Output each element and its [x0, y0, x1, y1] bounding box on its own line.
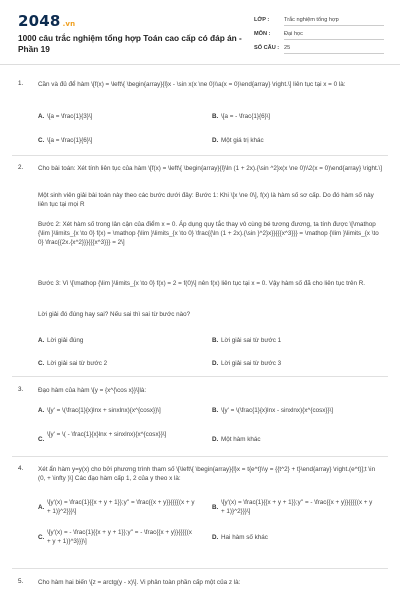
meta-subject-key: MÔN :	[254, 31, 271, 37]
question-text: Xét ẩn hàm y=y(x) cho bởi phương trình tham số \[\left\{ \begin{array}{l}x = t{e^t}\\y = {{t^2} + t}\end{array} \right.(e^t)];t \in (0, + \infty )\] Các đạo hàm cấp 1, 2 của y theo x là:	[38, 466, 376, 482]
meta-class-value: Trắc nghiệm tổng hợp	[284, 17, 384, 26]
divider	[12, 568, 388, 569]
meta-class-key: LỚP :	[254, 17, 270, 23]
document-title: 1000 câu trắc nghiệm tổng hợp Toán cao cấp có đáp án - Phần 19	[18, 33, 242, 54]
question-text: Cho hàm hai biến \[z = arctg(y - x)\]. Vi phân toàn phần cấp một của z là:	[38, 579, 241, 586]
logo-tld: .vn	[62, 20, 76, 28]
solution-intro: Một sinh viên giải bài toán này theo các bước dưới đây: Bước 1: Khi \[x \ne 0\], f(x) là hàm số sơ cấp. Do đó hàm số này liên tục tại mọi R	[38, 192, 374, 208]
question-number: 3.	[18, 386, 24, 393]
meta-count-key: SỐ CÂU :	[254, 45, 280, 51]
question-text: Đạo hàm của hàm \[y = {x^{\cos x}}\]là:	[38, 387, 147, 394]
divider	[12, 456, 388, 457]
question-number: 1.	[18, 80, 24, 87]
divider	[12, 376, 388, 377]
header	[0, 0, 400, 65]
question-prompt: Lời giải đó đúng hay sai? Nếu sai thì sai từ bước nào?	[38, 311, 191, 318]
meta-subject-value: Đại học	[284, 31, 384, 40]
page: 2048 .vn 1000 câu trắc nghiệm tổng hợp Toán cao cấp có đáp án - Phần 19 LỚP : Trắc nghiệm tổng hợp MÔN : Đại học SỐ CÂU : 25 1. Cần và đủ để hàm \[f(x) = \left\{ \begin{array}{l}x - \sin x(x \ne 0)\\a(x = 0)\end{array} \right.\] liên tục tại x = 0 là: A. \[a = \frac{1}{3}\] B. \[a = - \frac{1}{6}\] C. \[a = \frac{1}{6}\] D. Một giá trị khác 2. Cho bài toán: Xét tính liên tục của hàm \[f(x) = \left\{ \begin{array}{l}\ln (1 + 2x).{\sin ^2}x(x \ne 0)\\2(x = 0)\end{array} \right.\] Một sinh viên giải bài toán này theo các bước dưới đây: Bước 1: Khi \[x \ne 0\], f(x) là hàm số sơ cấp. Do đó hàm số này liên tục tại mọi R Bước 2: Xét hàm số trong lân cận của điểm x = 0. Áp dụng quy tắc thay vô cùng bé tương đương, ta tính được \[\mathop {\lim }\limits_{x \to 0} f(x) = \mathop {\lim }\limits_{x \to 0} \frac{{\ln (1 + 2x).{\sin }^2}x}}{{{x^3}}} = \mathop {\lim }\limits_{x \to 0} \frac{{2x.{x^2}}}{{{x^3}}} = 2\] Bước 3: Vì \[\mathop {\lim }\limits_{x \to 0} f(x) = 2 = f(0)\] nên f(x) liên tục tại x = 0. Vậy hàm số đã cho liên tục trên R. Lời giải đó đúng hay sai? Nếu sai thì sai từ bước nào? A. Lời giải đúng B. Lời giải sai từ bước 1 C. Lời giải sai từ bước 2 D. Lời giải sai từ bước 3 3. Đạo hàm của hàm \[y = {x^{\cos x}}\]là: A. \[y' = \(\frac{1}{x}lnx + sinxlnx){x^{cosx}}\] B. \[y' = \(\frac{1}{x}lnx - sinxlnx){x^{cosx}}\] C. \[y' = \( - \frac{1}{x}lnx + sinxlnx){x^{cosx}}\] D. Một hàm khác 4. Xét ẩn hàm y=y(x) cho bởi phương trình tham số \[\left\{ \begin{array}{l}x = t{e^t}\\y = {{t^2} + t}\end{array} \right.(e^t)];t \in (0, + \infty )\] Các đạo hàm cấp 1, 2 của y theo x là: A. \[y'(x) = \frac{1}{{x + y + 1}};y'' = \frac{{x + y}}{{{{(x + y + 1)}^2}}}\] B. \[y'(x) = \frac{1}{{x + y + 1}};y'' = - \frac{{x + y}}{{{{(x + y + 1)}^2}}}\] C. \[y'(x) = - \frac{1}{{x + y + 1}};y'' = - \frac{{x + y}}{{{{(x + y + 1)}^3}}}\] D. Hai hàm số khác 5. Cho hàm hai biến \[z = arctg(y - x)\]. Vi phân toàn phần cấp một của z là:	[0, 0, 400, 600]
logo-text: 2048	[18, 12, 61, 30]
question-number: 4.	[18, 465, 24, 472]
question-number: 5.	[18, 578, 24, 585]
question-number: 2.	[18, 164, 24, 171]
question-text: Cho bài toán: Xét tính liên tục của hàm \[f(x) = \left\{ \begin{array}{l}\ln (1 + 2x).{\sin ^2}x(x \ne 0)\\2(x = 0)\end{array} \right.\]	[38, 165, 383, 172]
solution-step-2: Bước 2: Xét hàm số trong lân cận của điểm x = 0. Áp dụng quy tắc thay vô cùng bé tương đương, ta tính được \[\mathop {\lim }\limits_{x \to 0} f(x) = \mathop {\lim }\limits_{x \to 0} \frac{{\ln (1 + 2x).{\sin }^2}x}}{{{x^3}}} = \mathop {\lim }\limits_{x \to 0} \frac{{2x.{x^2}}}{{{x^3}}} = 2\]	[38, 221, 379, 246]
meta-count-value: 25	[284, 45, 384, 54]
question-text: Cần và đủ để hàm \[f(x) = \left\{ \begin{array}{l}x - \sin x(x \ne 0)\\a(x = 0)\end{array} \right.\] liên tục tại x = 0 là:	[38, 81, 346, 88]
site-logo[interactable]	[18, 12, 75, 30]
divider	[12, 155, 388, 156]
solution-step-3: Bước 3: Vì \[\mathop {\lim }\limits_{x \to 0} f(x) = 2 = f(0)\] nên f(x) liên tục tại x = 0. Vậy hàm số đã cho liên tục trên R.	[38, 280, 366, 287]
